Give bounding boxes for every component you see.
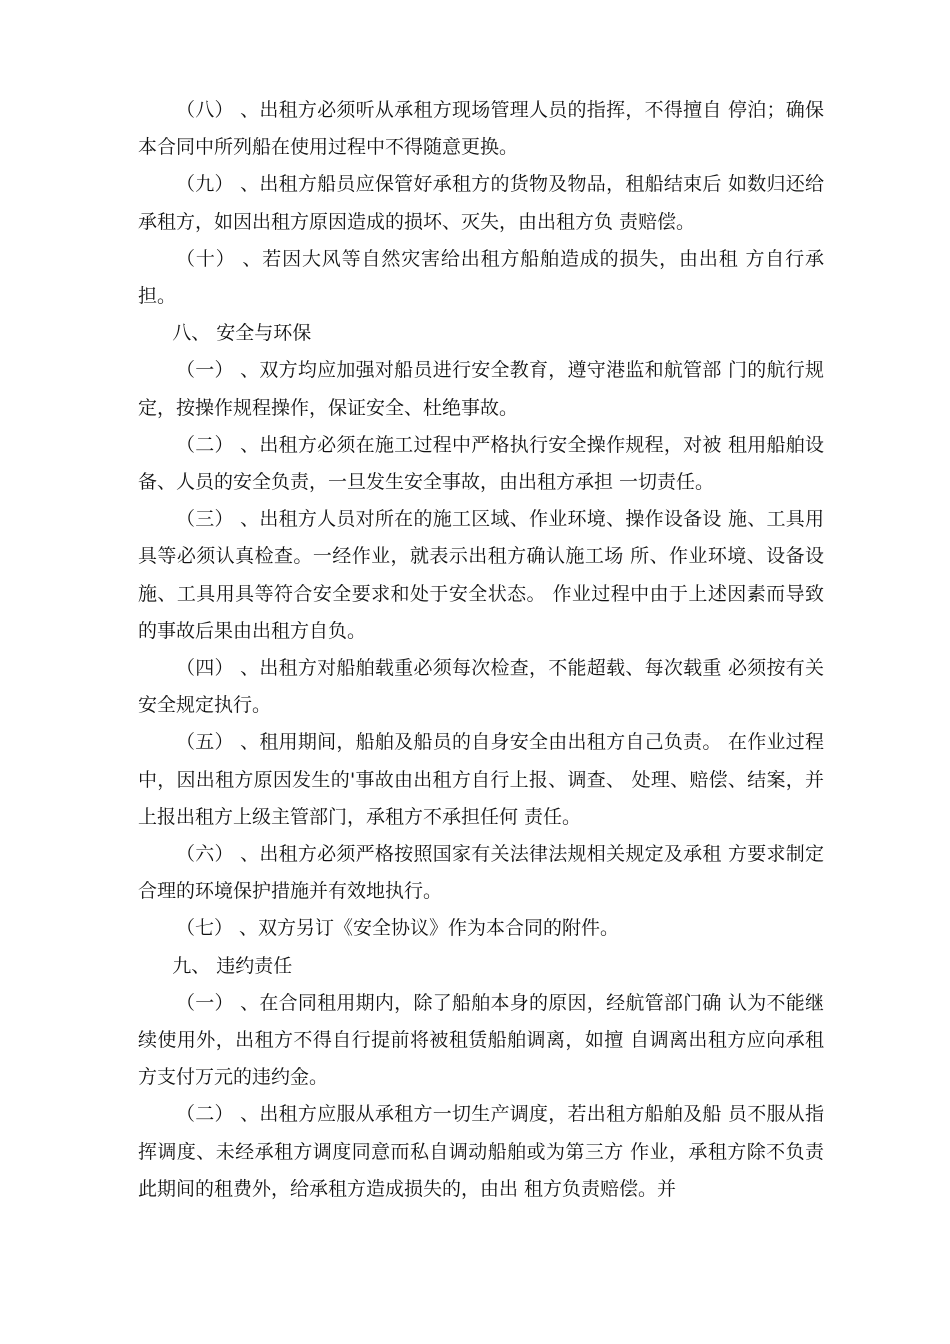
clause-liability-2: （二） 、出租方应服从承租方一切生产调度，若出租方船舶及船 员不服从指挥调度、未经承租方调度同意而私自调动船舶或为第三方 作业，承租方除不负责此期间的租费外，给承租方造成损失的，由出 租方负责赔偿。并: [138, 1103, 824, 1200]
document-body: [138, 92, 824, 1208]
clause-safety-7: （七） 、双方另订《安全协议》作为本合同的附件。: [176, 917, 620, 940]
clause-safety-2: （二） 、出租方必须在施工过程中严格执行安全操作规程，对被 租用船舶设备、人员的安全负责，一旦发生安全事故，由出租方承担 一切责任。: [138, 433, 824, 494]
clause-8-9: （九） 、出租方船员应保管好承租方的货物及物品，租船结束后 如数归还给承租方，如因出租方原因造成的损坏、灭失，由出租方负 责赔偿。: [138, 173, 824, 233]
clause-safety-4: （四） 、出租方对船舶载重必须每次检查，不能超载、每次载重 必须按有关安全规定执行。: [138, 657, 824, 717]
section-heading-safety: 八、 安全与环保: [172, 322, 312, 345]
clause-safety-6: （六） 、出租方必须严格按照国家有关法律法规相关规定及承租 方要求制定合理的环境保护措施并有效地执行。: [138, 843, 824, 903]
clause-safety-1: （一） 、双方均应加强对船员进行安全教育，遵守港监和航管部 门的航行规定，按操作规程操作，保证安全、杜绝事故。: [138, 359, 824, 419]
clause-safety-3: （三） 、出租方人员对所在的施工区域、作业环境、操作设备设 施、工具用具等必须认真检查。一经作业，就表示出租方确认施工场 所、作业环境、设备设施、工具用具等符合安全要求和处于安全状态。 作业过程中由于上述因素而导致的事故后果由出租方自负。: [138, 508, 824, 642]
clause-8-8: （八） 、出租方必须听从承租方现场管理人员的指挥，不得擅自 停泊；确保本合同中所列船在使用过程中不得随意更换。: [138, 99, 824, 159]
clause-8-10: （十） 、若因大风等自然灾害给出租方船舶造成的损失，由出租 方自行承担。: [138, 247, 824, 308]
section-heading-liability: 九、 违约责任: [172, 954, 293, 977]
clause-safety-5: （五） 、租用期间，船舶及船员的自身安全由出租方自己负责。 在作业过程中，因出租方原因发生的'事故由出租方自行上报、调查、 处理、赔偿、结案，并上报出租方上级主管部门，承租方不承担任何 责任。: [138, 731, 824, 828]
clause-liability-1: （一） 、在合同租用期内，除了船舶本身的原因，经航管部门确 认为不能继续使用外，出租方不得自行提前将被租赁船舶调离，如擅 自调离出租方应向承租方支付万元的违约金。: [138, 991, 824, 1089]
